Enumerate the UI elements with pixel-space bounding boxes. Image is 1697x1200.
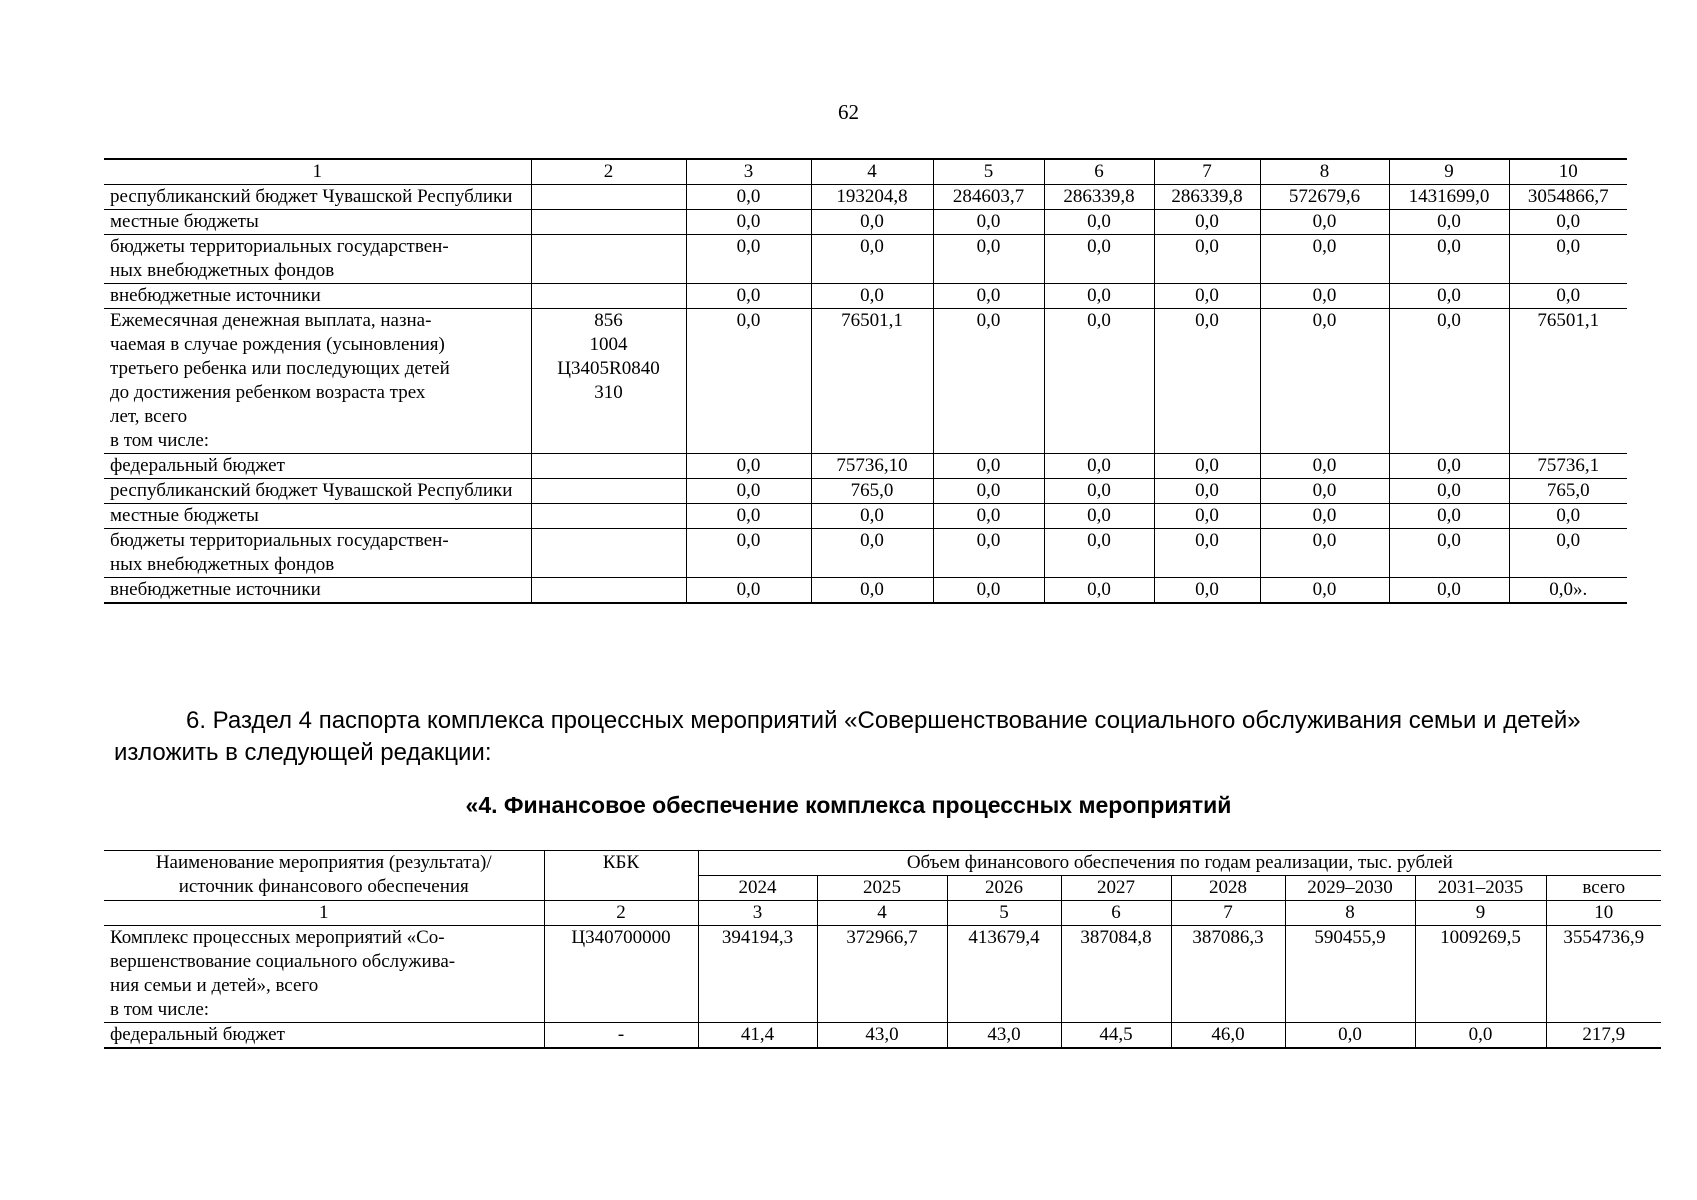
row-value: 0,0 (1415, 1023, 1546, 1049)
row-value: 765,0 (811, 479, 933, 504)
row-kbk (531, 479, 686, 504)
year-header: 2031–2035 (1415, 876, 1546, 901)
row-value: 0,0 (811, 235, 933, 284)
row-value: 0,0 (1389, 309, 1509, 454)
page-number: 62 (838, 100, 859, 124)
row-value: 0,0 (686, 210, 811, 235)
table-row (104, 309, 1627, 454)
row-value: 0,0 (1389, 529, 1509, 578)
row-value: 0,0 (1154, 454, 1260, 479)
table-row (104, 185, 1627, 210)
row-value: 0,0 (811, 504, 933, 529)
row-kbk (531, 529, 686, 578)
row-name: Ежемесячная денежная выплата, назна- чаемая в случае рождения (усыновления) третьего ребенка или последующих детей до достижения ребенком возраста трех лет, всего в том числе: (104, 309, 531, 454)
row-value: 0,0 (1509, 235, 1627, 284)
row-value: 0,0 (1260, 210, 1389, 235)
row-value: 0,0 (933, 454, 1044, 479)
table-number-row (104, 159, 1627, 185)
row-name: федеральный бюджет (104, 454, 531, 479)
row-name: республиканский бюджет Чувашской Республики (104, 479, 531, 504)
column-number: 8 (1260, 159, 1389, 185)
row-name: внебюджетные источники (104, 578, 531, 604)
row-name: федеральный бюджет (104, 1023, 544, 1049)
row-value: 0,0 (933, 284, 1044, 309)
row-value: 75736,1 (1509, 454, 1627, 479)
row-value: 0,0 (1389, 454, 1509, 479)
year-header: 2029–2030 (1285, 876, 1415, 901)
row-name: бюджеты территориальных государствен- ных внебюджетных фондов (104, 529, 531, 578)
row-value: 0,0 (686, 309, 811, 454)
row-value: 286339,8 (1154, 185, 1260, 210)
row-value: 0,0 (1509, 210, 1627, 235)
row-value: 44,5 (1061, 1023, 1171, 1049)
row-value: 0,0 (686, 454, 811, 479)
row-value: 394194,3 (698, 926, 817, 1023)
table-row (104, 1023, 1661, 1049)
row-value: 0,0 (1044, 504, 1154, 529)
row-value: 0,0 (933, 309, 1044, 454)
row-value: 0,0 (933, 578, 1044, 604)
row-value: 0,0 (686, 479, 811, 504)
table-row (104, 235, 1627, 284)
row-value: 3554736,9 (1546, 926, 1661, 1023)
row-kbk: - (544, 1023, 698, 1049)
table-row (104, 284, 1627, 309)
row-value: 0,0 (686, 529, 811, 578)
row-name: Комплекс процессных мероприятий «Со- вершенствование социального обслужива- ния семьи и детей», всего в том числе: (104, 926, 544, 1023)
row-value: 0,0 (686, 504, 811, 529)
row-value: 0,0 (1154, 309, 1260, 454)
table-number-row (104, 901, 1661, 926)
row-value: 0,0 (1260, 235, 1389, 284)
row-value: 413679,4 (947, 926, 1061, 1023)
row-value: 0,0 (933, 235, 1044, 284)
column-number: 6 (1061, 901, 1171, 926)
row-value: 0,0 (1154, 504, 1260, 529)
financing-table (104, 850, 1661, 1049)
row-value: 0,0 (1044, 235, 1154, 284)
table-row (104, 926, 1661, 1023)
amendment-paragraph: 6. Раздел 4 паспорта комплекса процессных мероприятий «Совершенствование социального обслуживания семьи и детей» изложить в следующей редакции: (114, 707, 1581, 766)
row-name: внебюджетные источники (104, 284, 531, 309)
row-name: местные бюджеты (104, 504, 531, 529)
year-header: 2024 (698, 876, 817, 901)
row-value: 0,0 (1509, 284, 1627, 309)
row-value: 0,0 (1154, 284, 1260, 309)
row-value: 0,0 (1285, 1023, 1415, 1049)
column-number: 9 (1389, 159, 1509, 185)
row-value: 0,0 (811, 284, 933, 309)
row-value: 0,0 (811, 529, 933, 578)
row-value: 0,0 (1044, 454, 1154, 479)
row-value: 286339,8 (1044, 185, 1154, 210)
row-value: 387084,8 (1061, 926, 1171, 1023)
row-kbk (531, 454, 686, 479)
row-name: бюджеты территориальных государствен- ных внебюджетных фондов (104, 235, 531, 284)
column-number: 10 (1546, 901, 1661, 926)
row-value: 0,0 (933, 529, 1044, 578)
row-value: 0,0 (1044, 578, 1154, 604)
row-value: 0,0 (1389, 210, 1509, 235)
column-number: 2 (544, 901, 698, 926)
row-value: 0,0 (1154, 210, 1260, 235)
row-value: 0,0 (1260, 479, 1389, 504)
row-value: 387086,3 (1171, 926, 1285, 1023)
column-number: 2 (531, 159, 686, 185)
row-value: 3054866,7 (1509, 185, 1627, 210)
row-value: 0,0 (1154, 235, 1260, 284)
row-value: 0,0 (686, 185, 811, 210)
row-kbk (531, 235, 686, 284)
column-number: 1 (104, 159, 531, 185)
table-row (104, 529, 1627, 578)
row-kbk (531, 185, 686, 210)
row-value: 0,0 (1260, 284, 1389, 309)
row-kbk (531, 210, 686, 235)
row-value: 572679,6 (1260, 185, 1389, 210)
row-value: 0,0 (811, 578, 933, 604)
row-value: 0,0 (1509, 529, 1627, 578)
row-value: 0,0 (686, 284, 811, 309)
row-value: 284603,7 (933, 185, 1044, 210)
column-number: 6 (1044, 159, 1154, 185)
row-value: 75736,10 (811, 454, 933, 479)
row-value: 1431699,0 (1389, 185, 1509, 210)
row-value: 0,0 (1509, 504, 1627, 529)
year-header: 2028 (1171, 876, 1285, 901)
table-row (104, 504, 1627, 529)
column-number: 5 (947, 901, 1061, 926)
row-kbk: 856 1004 Ц3405R0840 310 (531, 309, 686, 454)
column-number: 4 (817, 901, 947, 926)
row-value: 0,0 (1389, 235, 1509, 284)
column-number: 7 (1171, 901, 1285, 926)
row-value: 43,0 (817, 1023, 947, 1049)
column-number: 7 (1154, 159, 1260, 185)
year-header: 2026 (947, 876, 1061, 901)
column-number: 3 (686, 159, 811, 185)
row-value: 0,0 (1154, 578, 1260, 604)
table-row (104, 454, 1627, 479)
row-value: 217,9 (1546, 1023, 1661, 1049)
header-funding-group: Объем финансового обеспечения по годам реализации, тыс. рублей (698, 851, 1661, 876)
year-header: всего (1546, 876, 1661, 901)
table-row (104, 210, 1627, 235)
column-number: 5 (933, 159, 1044, 185)
header-kbk: КБК (544, 851, 698, 901)
row-value: 0,0 (1044, 479, 1154, 504)
header-name: Наименование мероприятия (результата)/ источник финансового обеспечения (104, 851, 544, 901)
row-value: 76501,1 (811, 309, 933, 454)
row-value: 0,0 (1044, 529, 1154, 578)
column-number: 9 (1415, 901, 1546, 926)
row-value: 0,0 (1260, 454, 1389, 479)
table-row (104, 479, 1627, 504)
row-value: 0,0 (1389, 479, 1509, 504)
column-number: 10 (1509, 159, 1627, 185)
row-value: 0,0 (1260, 309, 1389, 454)
row-kbk: Ц340700000 (544, 926, 698, 1023)
row-value: 0,0 (1260, 504, 1389, 529)
year-header: 2025 (817, 876, 947, 901)
row-value: 0,0 (1154, 529, 1260, 578)
row-value: 0,0 (1389, 578, 1509, 604)
row-value: 1009269,5 (1415, 926, 1546, 1023)
row-value: 0,0 (1260, 529, 1389, 578)
row-value: 76501,1 (1509, 309, 1627, 454)
row-value: 0,0 (811, 210, 933, 235)
row-value: 372966,7 (817, 926, 947, 1023)
row-value: 0,0 (686, 578, 811, 604)
row-value: 41,4 (698, 1023, 817, 1049)
row-name: республиканский бюджет Чувашской Республики (104, 185, 531, 210)
row-value: 46,0 (1171, 1023, 1285, 1049)
row-value: 0,0 (1044, 284, 1154, 309)
table-header-row (104, 851, 1661, 876)
row-value: 0,0 (933, 210, 1044, 235)
row-value: 193204,8 (811, 185, 933, 210)
column-number: 8 (1285, 901, 1415, 926)
row-value: 0,0 (1389, 504, 1509, 529)
row-value: 0,0 (933, 504, 1044, 529)
financing-table-continued (104, 158, 1627, 604)
row-value: 0,0». (1509, 578, 1627, 604)
row-name: местные бюджеты (104, 210, 531, 235)
row-value: 0,0 (1389, 284, 1509, 309)
row-kbk (531, 284, 686, 309)
section-heading: «4. Финансовое обеспечение комплекса процессных мероприятий (465, 792, 1232, 818)
column-number: 3 (698, 901, 817, 926)
row-value: 765,0 (1509, 479, 1627, 504)
row-value: 0,0 (1044, 210, 1154, 235)
row-value: 0,0 (1154, 479, 1260, 504)
row-value: 0,0 (933, 479, 1044, 504)
column-number: 4 (811, 159, 933, 185)
table-row (104, 578, 1627, 604)
row-value: 0,0 (1044, 309, 1154, 454)
column-number: 1 (104, 901, 544, 926)
row-value: 590455,9 (1285, 926, 1415, 1023)
row-kbk (531, 578, 686, 604)
row-value: 43,0 (947, 1023, 1061, 1049)
row-value: 0,0 (686, 235, 811, 284)
row-value: 0,0 (1260, 578, 1389, 604)
row-kbk (531, 504, 686, 529)
year-header: 2027 (1061, 876, 1171, 901)
